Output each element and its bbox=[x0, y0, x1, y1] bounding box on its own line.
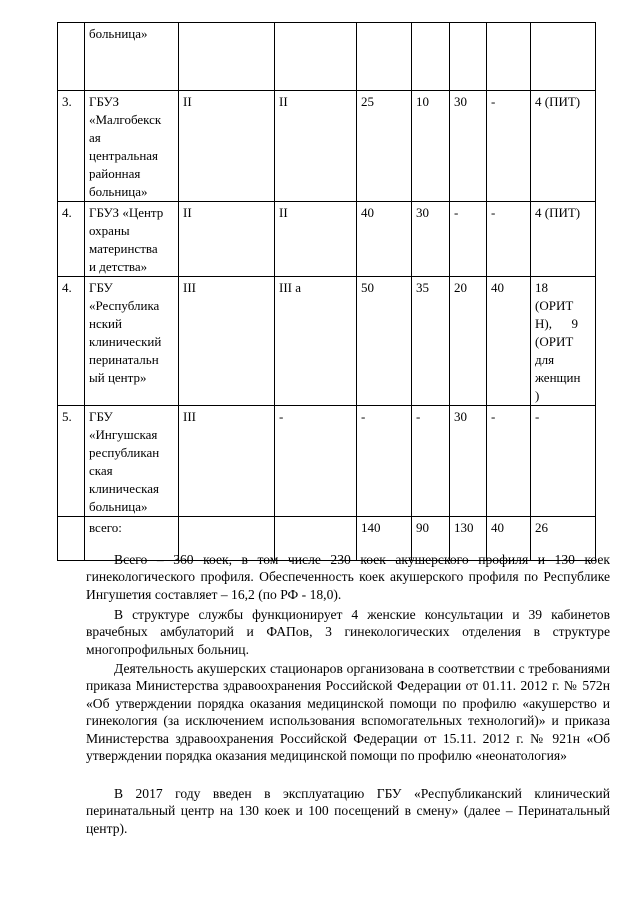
name-line: клиническая bbox=[89, 481, 159, 496]
name-line: больница» bbox=[89, 184, 148, 199]
cell-beds-obstetric: 40 bbox=[357, 202, 412, 277]
cell-group: II bbox=[275, 202, 357, 277]
cell-beds-gynecology: 30 bbox=[450, 406, 487, 517]
hospital-name bbox=[85, 23, 179, 91]
table-row bbox=[58, 202, 596, 277]
cell-beds-neonatal bbox=[487, 23, 531, 91]
name-line: «Республика bbox=[89, 298, 160, 313]
cell-beds-pathology: - bbox=[412, 406, 450, 517]
name-line: всего: bbox=[89, 520, 122, 535]
hospital-beds-table bbox=[57, 22, 596, 561]
name-line: ГБУЗ «Центр bbox=[89, 205, 164, 220]
row-number: 5. bbox=[58, 406, 85, 517]
cell-beds-gynecology bbox=[450, 23, 487, 91]
icu-line: 4 (ПИТ) bbox=[535, 205, 581, 220]
icu-line: женщин bbox=[535, 370, 581, 385]
cell-beds-pathology bbox=[412, 23, 450, 91]
cell-beds-neonatal: - bbox=[487, 91, 531, 202]
table-row bbox=[58, 23, 596, 91]
cell-icu bbox=[531, 91, 596, 202]
cell-beds-gynecology: - bbox=[450, 202, 487, 277]
cell-level: III bbox=[179, 406, 275, 517]
name-line: районная bbox=[89, 166, 141, 181]
name-line: ый центр» bbox=[89, 370, 147, 385]
table-row bbox=[58, 91, 596, 202]
row-number bbox=[58, 517, 85, 561]
name-line: больница» bbox=[89, 26, 148, 41]
icu-line: (ОРИТ bbox=[535, 334, 574, 349]
cell-level: II bbox=[179, 202, 275, 277]
cell-beds-neonatal: - bbox=[487, 202, 531, 277]
row-number bbox=[58, 23, 85, 91]
cell-beds-pathology: 30 bbox=[412, 202, 450, 277]
name-line: больница» bbox=[89, 499, 148, 514]
cell-beds-obstetric: 140 bbox=[357, 517, 412, 561]
cell-beds-neonatal: 40 bbox=[487, 517, 531, 561]
cell-beds-pathology: 90 bbox=[412, 517, 450, 561]
cell-icu bbox=[531, 406, 596, 517]
paragraph-regulation: Деятельность акушерских стационаров организована в соответствии с требованиями приказа Министерства здравоохранения Российской Федерации от 01.11. 2012 г. № 572н «Об утверждении порядка оказания медицинской помощи по профилю «акушерство и гинекология (за исключением использования вспомогательных технологий)» и приказа Министерства здравоохранения Российской Федерации от 15.11. 2012 г. № 921н «Об утверждении порядка оказания медицинской помощи по профилю «неонатология» bbox=[86, 661, 610, 764]
name-line: перинатальн bbox=[89, 352, 159, 367]
row-number: 3. bbox=[58, 91, 85, 202]
cell-level bbox=[179, 23, 275, 91]
cell-beds-obstetric: 25 bbox=[357, 91, 412, 202]
cell-beds-obstetric: 50 bbox=[357, 277, 412, 406]
cell-group: - bbox=[275, 406, 357, 517]
cell-beds-gynecology: 130 bbox=[450, 517, 487, 561]
hospital-name bbox=[85, 91, 179, 202]
icu-line: для bbox=[535, 352, 555, 367]
cell-icu bbox=[531, 202, 596, 277]
name-line: «Малгобекск bbox=[89, 112, 162, 127]
cell-group: II bbox=[275, 91, 357, 202]
name-line: республикан bbox=[89, 445, 160, 460]
hospital-name bbox=[85, 406, 179, 517]
paragraph-bed-count: Всего – 360 коек, в том числе 230 коек акушерского профиля и 130 коек гинекологического профиля. Обеспеченность коек акушерского профиля по Республике Ингушетия составляет – 16,2 (по РФ - 18,0). bbox=[86, 552, 610, 602]
table-body bbox=[58, 23, 596, 561]
name-line: центральная bbox=[89, 148, 159, 163]
icu-line: 18 bbox=[535, 280, 548, 295]
cell-icu bbox=[531, 23, 596, 91]
name-line: ГБУЗ bbox=[89, 94, 120, 109]
cell-beds-pathology: 10 bbox=[412, 91, 450, 202]
cell-beds-obstetric bbox=[357, 23, 412, 91]
name-line: ГБУ bbox=[89, 409, 113, 424]
row-number: 4. bbox=[58, 202, 85, 277]
table-row bbox=[58, 406, 596, 517]
cell-beds-obstetric: - bbox=[357, 406, 412, 517]
name-line: ая bbox=[89, 130, 101, 145]
cell-group: III а bbox=[275, 277, 357, 406]
cell-beds-pathology: 35 bbox=[412, 277, 450, 406]
cell-beds-neonatal: - bbox=[487, 406, 531, 517]
cell-icu bbox=[531, 277, 596, 406]
icu-line: 4 (ПИТ) bbox=[535, 94, 581, 109]
cell-beds-neonatal: 40 bbox=[487, 277, 531, 406]
icu-line: Н), 9 bbox=[535, 316, 578, 331]
name-line: клинический bbox=[89, 334, 162, 349]
icu-line: (ОРИТ bbox=[535, 298, 574, 313]
cell-beds-gynecology: 30 bbox=[450, 91, 487, 202]
hospital-name bbox=[85, 202, 179, 277]
name-line: «Ингушская bbox=[89, 427, 158, 442]
paragraph-perinatal-center: В 2017 году введен в эксплуатацию ГБУ «Республиканский клинический перинатальный центр на 130 коек и 100 посещений в смену» (далее – Перинатальный центр). bbox=[86, 786, 610, 836]
paragraph-service-structure: В структуре службы функционирует 4 женские консультации и 39 кабинетов врачебных амбулаторий и ФАПов, 3 гинекологических отделения в структуре многопрофильных больниц. bbox=[86, 607, 610, 657]
cell-beds-gynecology: 20 bbox=[450, 277, 487, 406]
name-line: ская bbox=[89, 463, 113, 478]
row-number: 4. bbox=[58, 277, 85, 406]
name-line: нский bbox=[89, 316, 122, 331]
cell-level: III bbox=[179, 277, 275, 406]
table-row bbox=[58, 277, 596, 406]
cell-level: II bbox=[179, 91, 275, 202]
icu-line: - bbox=[535, 409, 540, 424]
hospital-name bbox=[85, 277, 179, 406]
icu-line: 26 bbox=[535, 520, 548, 535]
name-line: и детства» bbox=[89, 259, 148, 274]
cell-group bbox=[275, 23, 357, 91]
icu-line: ) bbox=[535, 388, 540, 403]
name-line: охраны bbox=[89, 223, 130, 238]
name-line: материнства bbox=[89, 241, 158, 256]
name-line: ГБУ bbox=[89, 280, 113, 295]
